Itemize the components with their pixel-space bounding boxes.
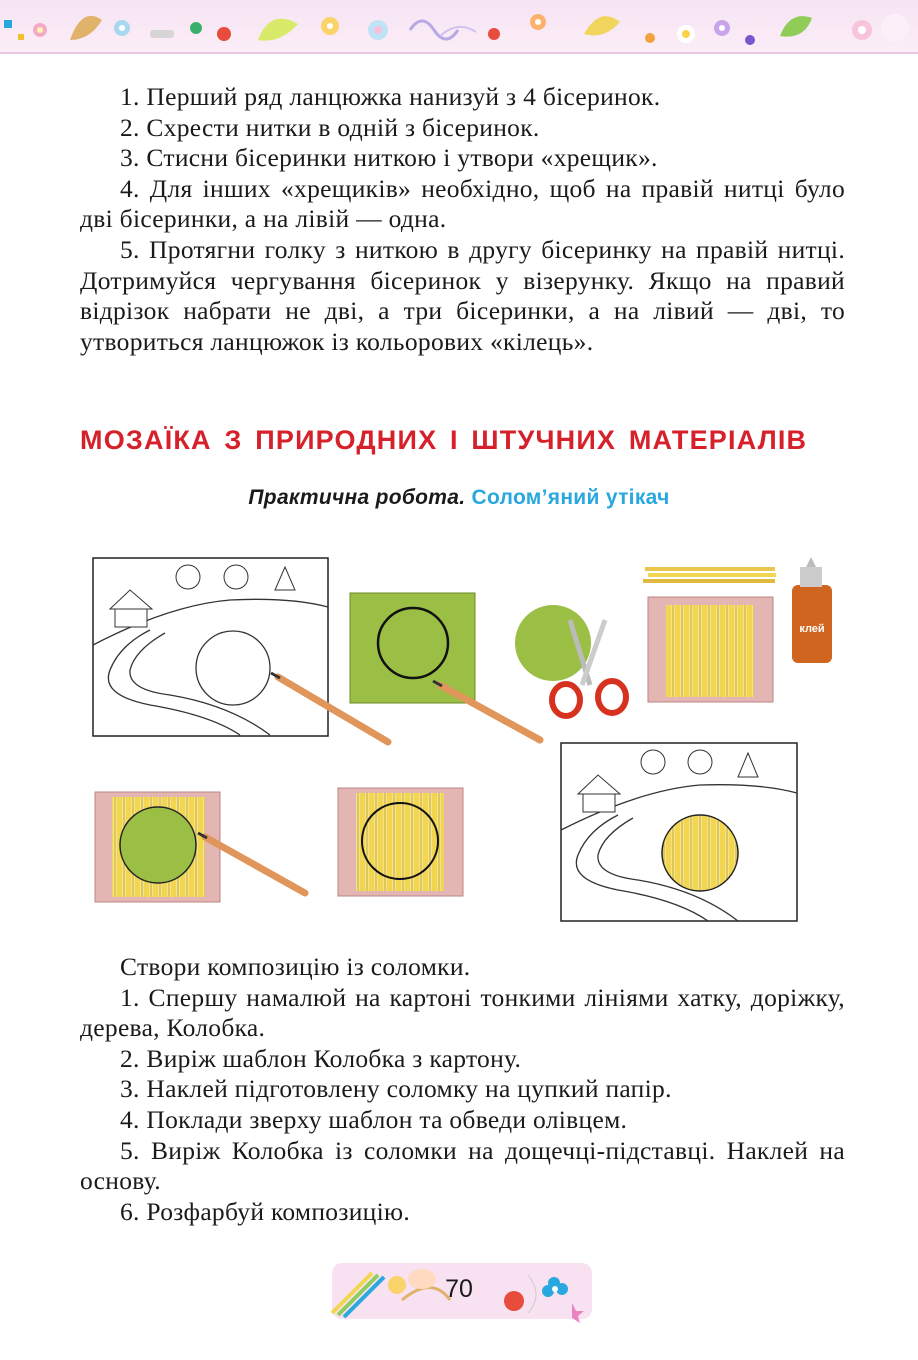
section-title: МОЗАЇКА З ПРИРОДНИХ І ШТУЧНИХ МАТЕРІАЛІВ	[80, 425, 808, 455]
beading-instructions	[80, 82, 845, 357]
finished-composition-panel	[561, 743, 797, 921]
practical-work-label: Практична робота.	[248, 486, 466, 509]
green-cardboard-panel	[350, 593, 540, 740]
traced-straw-panel	[338, 788, 463, 896]
straw-glue-panel	[643, 557, 832, 702]
instruction-step: 3. Наклей підготовлену соломку на цупкий папір.	[120, 1074, 672, 1104]
template-on-straw-panel	[95, 792, 305, 902]
top-decorative-banner	[0, 0, 918, 54]
instruction-step: 1. Перший ряд ланцюжка нанизуй з 4 бісеринок.	[120, 82, 661, 111]
straw-craft-instructions	[80, 952, 845, 1227]
instruction-step: 5. Протягни голку з ниткою в другу бісеринку на правій нитці. Дотримуйся чергування бісеринок у візерунку. Якщо на правий відрізок набрати не дві, а три бісеринки, а на лівий — дві, то утвориться ланцюжок із кольорових «кілець».	[80, 234, 845, 356]
instruction-step: 6. Розфарбуй композицію.	[120, 1196, 411, 1226]
scissors-cutout-panel	[515, 605, 626, 716]
instruction-step: 4. Поклади зверху шаблон та обведи олівцем.	[120, 1104, 628, 1134]
page-number: 70	[445, 1275, 473, 1303]
instruction-step: 2. Виріж шаблон Колобка з картону.	[120, 1043, 522, 1073]
practical-work-heading	[0, 486, 918, 510]
instruction-step: 1. Спершу намалюй на картоні тонкими лініями хатку, доріжку, дерева, Колобка.	[80, 982, 845, 1043]
instruction-step: 2. Схрести нитки в одній з бісеринок.	[120, 112, 540, 142]
instruction-step: 3. Стисни бісеринки ниткою і утвори «хрещик».	[120, 143, 658, 173]
instruction-step: 4. Для інших «хрещиків» необхідно, щоб на правій нитці було дві бісеринки, а на лівій — одна.	[80, 173, 845, 234]
instruction-step: 5. Виріж Колобка із соломки на дощечці-підставці. Наклей на основу.	[80, 1135, 845, 1196]
practical-work-name: Солом’яний утікач	[471, 486, 670, 509]
landscape-sketch-panel	[93, 558, 388, 742]
straw-craft-illustration	[0, 545, 918, 930]
glue-label: клей	[799, 623, 825, 635]
instruction-intro: Створи композицію із соломки.	[120, 952, 471, 981]
